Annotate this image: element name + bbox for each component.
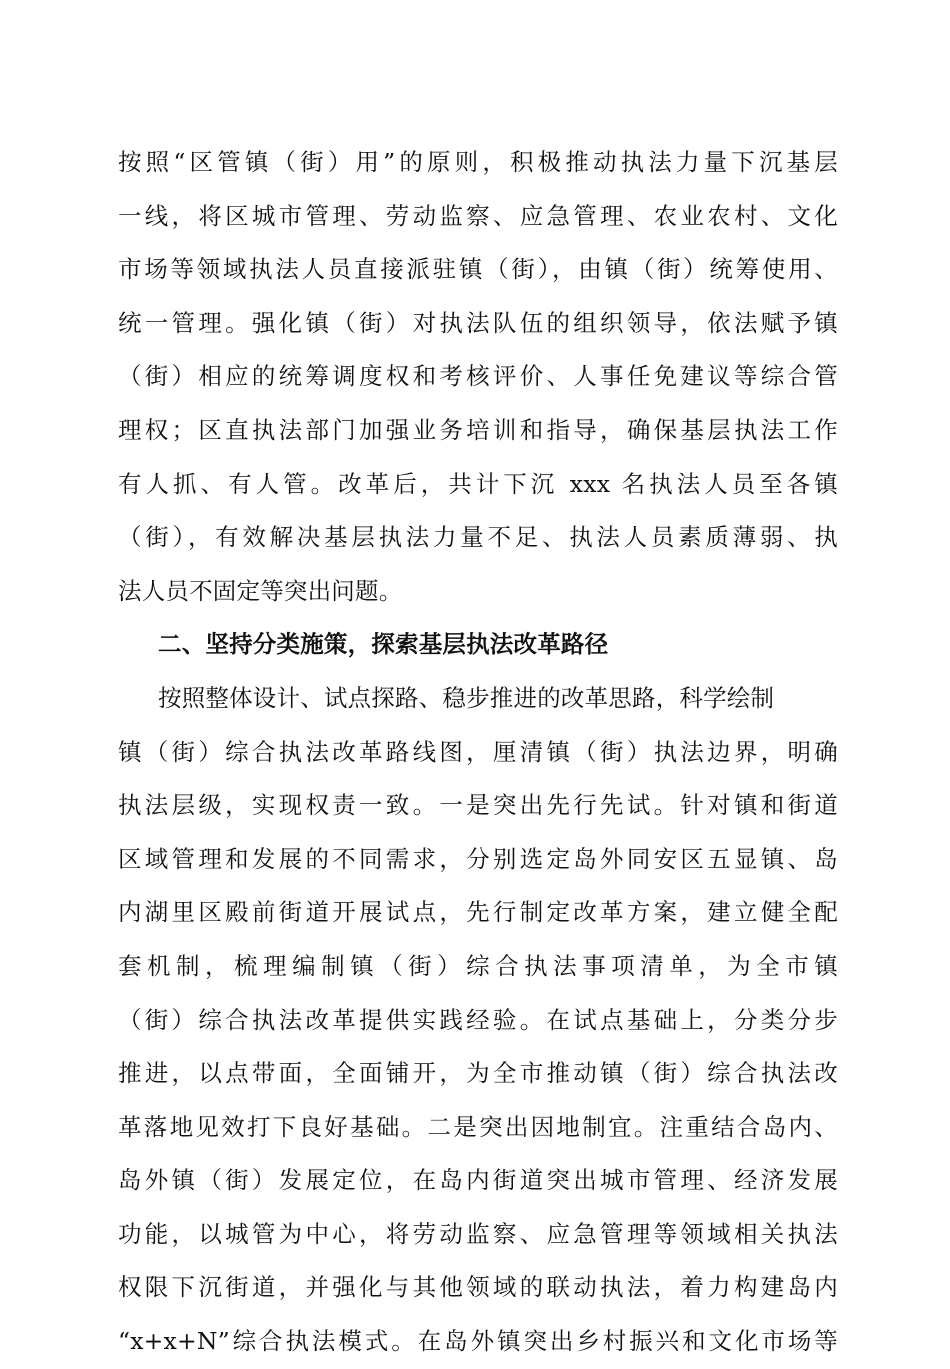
paragraph-line: 按照整体设计、试点探路、稳步推进的改革思路，科学绘制 (158, 683, 775, 712)
paragraph-line: 市场等领域执法人员直接派驻镇（街），由镇（街）统筹使用、 (118, 255, 838, 284)
paragraph-line: 推进，以点带面，全面铺开，为全市推动镇（街）综合执法改 (118, 1059, 838, 1088)
paragraph-line: 执法层级，实现权责一致。一是突出先行先试。针对镇和街道 (118, 791, 838, 820)
paragraph-line: “x+x+N”综合执法模式。在岛外镇突出乡村振兴和文化市场等 (118, 1327, 838, 1356)
section-heading: 二、坚持分类施策，探索基层执法改革路径 (158, 630, 609, 659)
paragraph-line: 有人抓、有人管。改革后，共计下沉 xxx 名执法人员至各镇 (118, 469, 838, 498)
paragraph-line: （街）综合执法改革提供实践经验。在试点基础上，分类分步 (118, 1005, 838, 1034)
paragraph-line: 革落地见效打下良好基础。二是突出因地制宜。注重结合岛内、 (118, 1112, 838, 1141)
paragraph-line: （街），有效解决基层执法力量不足、执法人员素质薄弱、执 (118, 523, 838, 552)
paragraph-line: 理权；区直执法部门加强业务培训和指导，确保基层执法工作 (118, 415, 838, 444)
paragraph-line: 法人员不固定等突出问题。 (118, 576, 403, 605)
paragraph-line: 权限下沉街道，并强化与其他领域的联动执法，着力构建岛内 (118, 1273, 838, 1302)
paragraph-line: 套机制，梳理编制镇（街）综合执法事项清单，为全市镇 (118, 951, 838, 980)
paragraph-line: 按照“区管镇（街）用”的原则，积极推动执法力量下沉基层 (118, 148, 838, 176)
paragraph-line: 镇（街）综合执法改革路线图，厘清镇（街）执法边界，明确 (118, 737, 838, 766)
paragraph-line: 功能，以城管为中心，将劳动监察、应急管理等领域相关执法 (118, 1219, 838, 1248)
paragraph-line: （街）相应的统筹调度权和考核评价、人事任免建议等综合管 (118, 362, 838, 391)
paragraph-line: 内湖里区殿前街道开展试点，先行制定改革方案，建立健全配 (118, 898, 838, 927)
paragraph-line: 区域管理和发展的不同需求，分别选定岛外同安区五显镇、岛 (118, 844, 838, 873)
document-body (118, 136, 838, 1369)
paragraph-line: 统一管理。强化镇（街）对执法队伍的组织领导，依法赋予镇 (118, 308, 838, 337)
paragraph-line: 岛外镇（街）发展定位，在岛内街道突出城市管理、经济发展 (118, 1166, 838, 1195)
paragraph-line: 一线，将区城市管理、劳动监察、应急管理、农业农村、文化 (118, 201, 838, 230)
